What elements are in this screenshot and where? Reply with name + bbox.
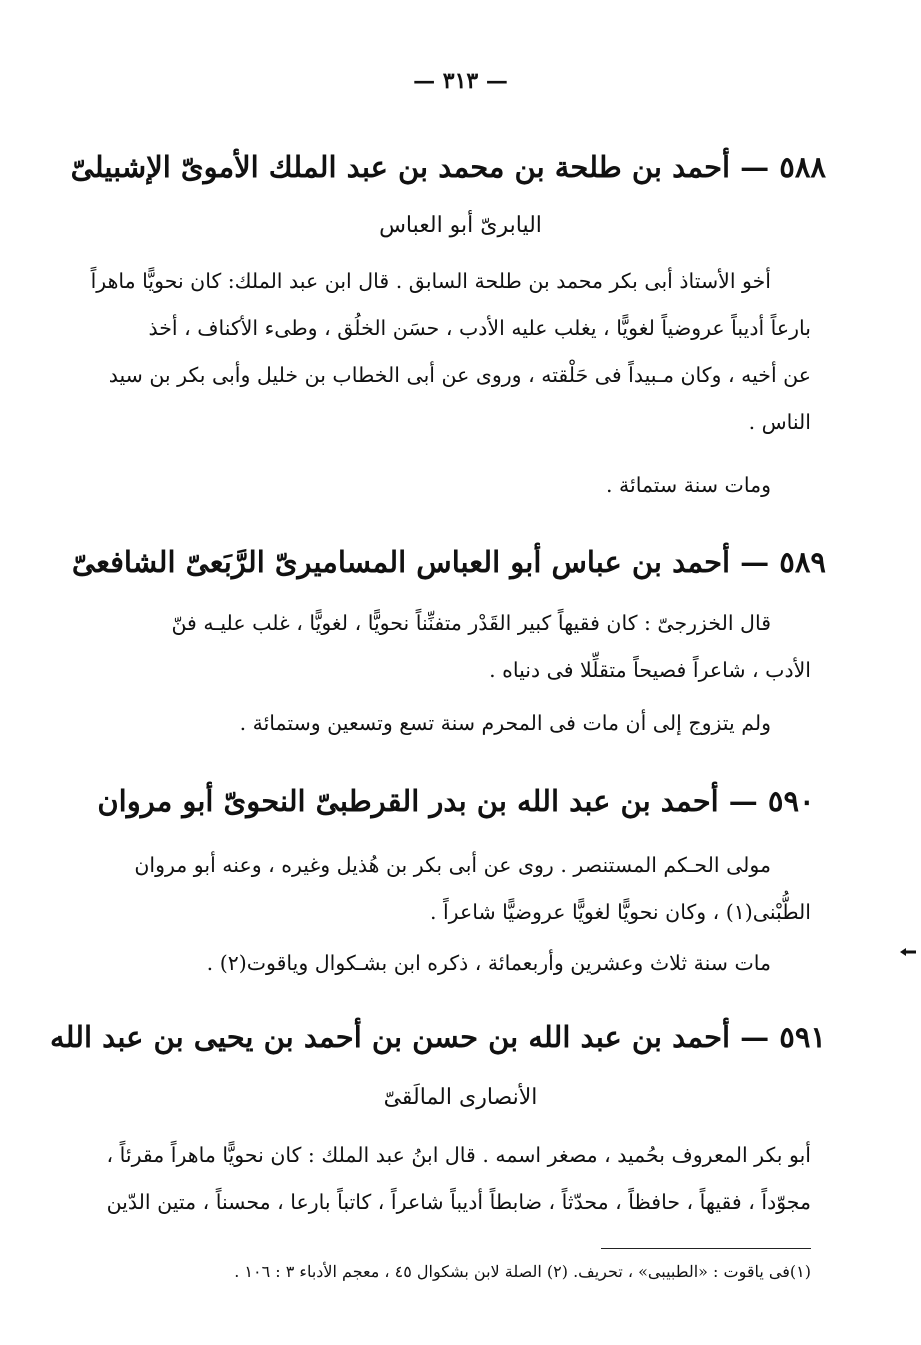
entry-588-paragraph-1 (81, 258, 811, 446)
entry-589-paragraph-2 (81, 700, 811, 747)
text-line: مولى الحـكم المستنصر . روى عن أبى بكر بن هُذيل وغيره ، وعنه أبو مروان (134, 853, 771, 877)
text-line: أخو الأستاذ أبى بكر محمد بن طلحة السابق . قال ابن عبد الملك: كان نحويًّا ماهراً (90, 269, 771, 293)
text-line: قال الخزرجىّ : كان فقيهاً كبير القَدْر متفنِّناً نحويًّا ، لغويًّا ، غلب عليـه فنّ (171, 611, 771, 635)
text-line: الأدب ، شاعراً فصيحاً متقلِّلا فى دنياه . (489, 658, 811, 682)
entry-588-title: ٥٨٨ — أحمد بن طلحة بن محمد بن عبد الملك الأموىّ الإشبيلىّ (70, 150, 826, 184)
entry-590-paragraph-2 (81, 940, 811, 987)
entry-589-paragraph-1 (81, 600, 811, 694)
text-line: أبو بكر المعروف بحُميد ، مصغر اسمه . قال ابنُ عبد الملك : كان نحويًّا ماهراً مقرئاً ، (106, 1143, 811, 1167)
margin-arrow-icon (900, 947, 916, 957)
text-line: الطُّبْنى(١) ، وكان نحويًّا لغويًّا عروضيًّا شاعراً . (429, 900, 811, 924)
footnote-divider (601, 1248, 811, 1249)
entry-588-paragraph-2 (81, 462, 811, 509)
entry-590-title: ٥٩٠ — أحمد بن عبد الله بن بدر القرطبىّ النحوىّ أبو مروان (97, 784, 815, 818)
text-line: الناس . (748, 410, 811, 434)
text-line: ومات سنة ستمائة . (605, 473, 771, 497)
entry-591-paragraph-1 (81, 1132, 811, 1226)
page-number: — ٣١٣ — (413, 68, 508, 94)
text-line: عن أخيه ، وكان مـبيداً فى حَلْقته ، وروى عن أبى الخطاب بن خليل وأبى بكر بن سيد (108, 363, 811, 387)
footnote: (١)فى ياقوت : «الطبيبى» ، تحريف. (٢) الصلة لابن بشكوال ٤٥ ، معجم الأدباء ٣ : ١٠٦ . (234, 1262, 811, 1281)
entry-591-subtitle: الأنصارى المالَقىّ (383, 1085, 538, 1110)
entry-588-subtitle: اليابرىّ أبو العباس (379, 213, 542, 238)
text-line: مات سنة ثلاث وعشرين وأربعمائة ، ذكره ابن بشـكوال وياقوت(٢) . (206, 951, 771, 975)
text-line: ولم يتزوج إلى أن مات فى المحرم سنة تسع وتسعين وستمائة . (239, 711, 771, 735)
text-line: مجوّداً ، فقيهاً ، حافظاً ، محدّثاً ، ضابطاً أديباً شاعراً ، كاتباً بارعا ، محسناً ، متين الدّين (106, 1190, 811, 1214)
entry-589-title: ٥٨٩ — أحمد بن عباس أبو العباس المساميرىّ الرَّبَعىّ الشافعىّ (71, 545, 826, 579)
margin-arrow-shape (900, 947, 916, 957)
text-line: بارعاً أديباً عروضياً لغويًّا ، يغلب عليه الأدب ، حسَن الخلُق ، وطىء الأكناف ، أخذ (148, 316, 811, 340)
entry-590-paragraph-1 (81, 842, 811, 936)
entry-591-title: ٥٩١ — أحمد بن عبد الله بن حسن بن أحمد بن يحيى بن عبد الله (50, 1020, 826, 1054)
